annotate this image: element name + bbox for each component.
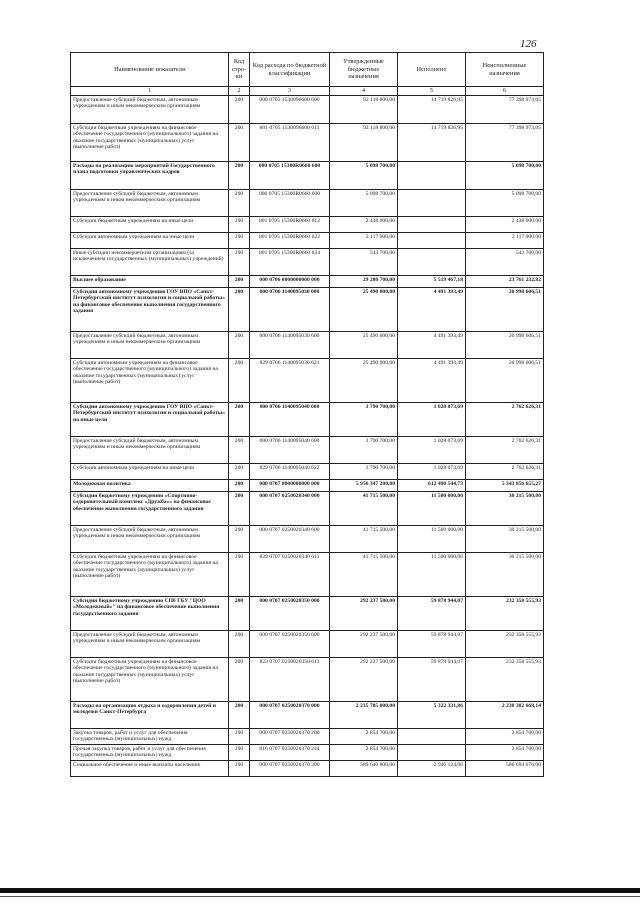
cell-classification-code: 801 0705 15300R0660 612: [250, 217, 330, 233]
cell-classification-code: 000 0707 0250020340 600: [250, 526, 330, 553]
table-header-row: [71, 53, 544, 87]
cell-executed-amount: 1 028 073,69: [398, 437, 466, 464]
cell-approved-amount: 2 438 000,00: [330, 217, 398, 233]
cell-executed-amount: [398, 233, 466, 249]
cell-line-code: 200: [229, 464, 250, 480]
cell-executed-amount: 612 490 544,73: [398, 480, 466, 492]
cell-unexecuted-amount: 586 694 676,00: [466, 761, 544, 777]
table-row: [71, 492, 544, 526]
column-index: 3: [250, 87, 330, 96]
cell-approved-amount: 2 854 700,00: [330, 745, 398, 761]
cell-indicator-name: Субсидии бюджетным учреждениям на финансовое обеспечение государственного (муниципального) задания на оказание государственных (муниципальных) услуг (выполнение работ): [71, 658, 229, 702]
cell-classification-code: 801 0705 1530096600 611: [250, 124, 330, 162]
cell-unexecuted-amount: 5 098 700,00: [466, 162, 544, 190]
cell-approved-amount: 3 790 700,00: [330, 464, 398, 480]
cell-line-code: 200: [229, 249, 250, 276]
cell-line-code: 200: [229, 124, 250, 162]
cell-line-code: 200: [229, 276, 250, 288]
cell-classification-code: 000 0706 0000000000 000: [250, 276, 330, 288]
column-header-class-code: Код расхода по бюджетной классификации: [250, 53, 330, 87]
cell-executed-amount: [398, 249, 466, 276]
cell-unexecuted-amount: 5 098 700,00: [466, 190, 544, 217]
cell-executed-amount: 59 878 944,07: [398, 631, 466, 658]
cell-executed-amount: 4 491 393,49: [398, 288, 466, 332]
column-index: 6: [466, 87, 544, 96]
cell-line-code: 200: [229, 553, 250, 597]
cell-executed-amount: 11 500 000,00: [398, 526, 466, 553]
cell-indicator-name: Субсидии бюджетным учреждениям на иные цели: [71, 217, 229, 233]
cell-unexecuted-amount: 77 398 973,05: [466, 124, 544, 162]
cell-approved-amount: 3 790 700,00: [330, 437, 398, 464]
cell-indicator-name: Субсидии автономному учреждению ГОУ ВПО «Санкт-Петербургский институт психологии и социальной работы» на финансовое обеспечение выполнения государственного задания: [71, 288, 229, 332]
table-row: [71, 631, 544, 658]
cell-classification-code: 823 0707 0250020350 611: [250, 658, 330, 702]
cell-executed-amount: 14 719 826,95: [398, 96, 466, 124]
cell-approved-amount: 41 715 500,00: [330, 526, 398, 553]
table-row: [71, 288, 544, 332]
cell-line-code: 200: [229, 332, 250, 359]
cell-indicator-name: Предоставление субсидий бюджетным, автономным учреждениям и иным некоммерческим организациям: [71, 631, 229, 658]
page-number: 126: [520, 38, 537, 50]
cell-executed-amount: 2 946 124,00: [398, 761, 466, 777]
cell-indicator-name: Высшее образование: [71, 276, 229, 288]
column-index: 1: [71, 87, 229, 96]
cell-indicator-name: Субсидии бюджетным учреждениям на финансовое обеспечение государственного (муниципального) задания на оказание государственных (муниципальных) услуг (выполнение работ): [71, 124, 229, 162]
cell-classification-code: 000 0707 0250020350 000: [250, 597, 330, 631]
cell-classification-code: 000 0705 1530096600 600: [250, 96, 330, 124]
table-row: [71, 761, 544, 777]
cell-indicator-name: Субсидии автономному учреждению ГОУ ВПО «Санкт-Петербургский институт психологии и социальной работы» на иные цели: [71, 403, 229, 437]
column-header-name: Наименование показателя: [71, 53, 229, 87]
cell-executed-amount: 11 500 000,00: [398, 553, 466, 597]
cell-classification-code: 000 0707 0250020370 300: [250, 761, 330, 777]
scan-edge-line: [0, 896, 640, 897]
cell-unexecuted-amount: 77 398 973,05: [466, 96, 544, 124]
cell-executed-amount: 4 491 393,49: [398, 332, 466, 359]
cell-unexecuted-amount: 5 343 856 655,27: [466, 480, 544, 492]
cell-unexecuted-amount: 2 762 626,31: [466, 437, 544, 464]
cell-indicator-name: Закупка товаров, работ и услуг для обеспечения государственных (муниципальных) нужд: [71, 729, 229, 745]
cell-approved-amount: 25 490 000,00: [330, 359, 398, 403]
cell-line-code: 200: [229, 480, 250, 492]
cell-unexecuted-amount: 232 358 555,93: [466, 658, 544, 702]
column-header-code: Код стро-ки: [229, 53, 250, 87]
cell-line-code: 200: [229, 403, 250, 437]
table-row: [71, 162, 544, 190]
budget-execution-table: [70, 52, 544, 777]
cell-approved-amount: 2 117 000,00: [330, 233, 398, 249]
cell-approved-amount: 92 118 800,00: [330, 96, 398, 124]
table-row: [71, 745, 544, 761]
table-row: [71, 276, 544, 288]
cell-approved-amount: 41 715 500,00: [330, 492, 398, 526]
cell-line-code: 200: [229, 217, 250, 233]
cell-executed-amount: 4 491 393,49: [398, 359, 466, 403]
table-row: [71, 437, 544, 464]
table-row: [71, 553, 544, 597]
table-row: [71, 658, 544, 702]
cell-indicator-name: Иные субсидии некоммерческим организациям (за исключением государственных (муниципальных) учреждений): [71, 249, 229, 276]
table-body: [71, 96, 544, 777]
scan-edge-bar: [0, 888, 640, 893]
cell-line-code: 200: [229, 437, 250, 464]
cell-approved-amount: 2 235 705 000,00: [330, 702, 398, 729]
cell-unexecuted-amount: 2 762 626,31: [466, 464, 544, 480]
cell-line-code: 200: [229, 359, 250, 403]
cell-approved-amount: 25 490 000,00: [330, 332, 398, 359]
cell-executed-amount: [398, 162, 466, 190]
cell-indicator-name: Субсидии бюджетным учреждениям на финансовое обеспечение государственного (муниципального) задания на оказание государственных (муниципальных) услуг (выполнение работ): [71, 553, 229, 597]
cell-approved-amount: 92 118 800,00: [330, 124, 398, 162]
cell-indicator-name: Субсидии бюджетному учреждению «Спортивно-оздоровительный комплекс «Дружба»» на финансовое обеспечение выполнения государственного задания: [71, 492, 229, 526]
cell-approved-amount: 543 700,00: [330, 249, 398, 276]
cell-indicator-name: Предоставление субсидий бюджетным, автономным учреждениям и иным некоммерческим организациям: [71, 526, 229, 553]
cell-classification-code: 000 0707 0000000000 000: [250, 480, 330, 492]
cell-unexecuted-amount: 30 215 500,00: [466, 526, 544, 553]
table-row: [71, 526, 544, 553]
column-index: 2: [229, 87, 250, 96]
cell-executed-amount: 5 322 331,86: [398, 702, 466, 729]
cell-unexecuted-amount: 30 215 500,00: [466, 553, 544, 597]
cell-indicator-name: Предоставление субсидий бюджетным, автономным учреждениям и иным некоммерческим организациям: [71, 332, 229, 359]
table-row: [71, 249, 544, 276]
cell-unexecuted-amount: 30 215 500,00: [466, 492, 544, 526]
cell-unexecuted-amount: 2 117 000,00: [466, 233, 544, 249]
table-row: [71, 597, 544, 631]
cell-unexecuted-amount: 2 230 382 668,14: [466, 702, 544, 729]
table-row: [71, 403, 544, 437]
cell-line-code: 200: [229, 702, 250, 729]
cell-line-code: 200: [229, 631, 250, 658]
cell-classification-code: 829 0707 0250020340 611: [250, 553, 330, 597]
cell-line-code: 200: [229, 729, 250, 745]
cell-approved-amount: 29 280 700,00: [330, 276, 398, 288]
cell-line-code: 200: [229, 492, 250, 526]
table-row: [71, 96, 544, 124]
cell-line-code: 200: [229, 288, 250, 332]
cell-executed-amount: 11 500 000,00: [398, 492, 466, 526]
cell-line-code: 200: [229, 761, 250, 777]
cell-approved-amount: 3 790 700,00: [330, 403, 398, 437]
column-index: 5: [398, 87, 466, 96]
cell-executed-amount: 14 719 826,95: [398, 124, 466, 162]
cell-approved-amount: 25 490 000,00: [330, 288, 398, 332]
cell-executed-amount: 1 028 073,69: [398, 403, 466, 437]
cell-unexecuted-amount: 23 761 232,82: [466, 276, 544, 288]
cell-classification-code: 801 0705 15300R0660 634: [250, 249, 330, 276]
cell-unexecuted-amount: 20 998 606,51: [466, 359, 544, 403]
cell-indicator-name: Расходы на реализацию мероприятий Государственного плана подготовки управленческих кадров: [71, 162, 229, 190]
cell-classification-code: 829 0706 1140095030 621: [250, 359, 330, 403]
cell-unexecuted-amount: 232 358 555,93: [466, 631, 544, 658]
column-index-row: [71, 87, 544, 96]
cell-classification-code: 816 0707 0250020370 244: [250, 745, 330, 761]
table-row: [71, 217, 544, 233]
cell-classification-code: 000 0707 0250020370 000: [250, 702, 330, 729]
cell-executed-amount: 5 519 467,18: [398, 276, 466, 288]
cell-indicator-name: Субсидии бюджетному учреждению СПб ГБУ "ЦОО «Молодежный»" на финансовое обеспечение выполнения государственного задания: [71, 597, 229, 631]
cell-unexecuted-amount: 2 438 000,00: [466, 217, 544, 233]
cell-indicator-name: Предоставление субсидий бюджетным, автономным учреждениям и иным некоммерческим организациям: [71, 190, 229, 217]
table-row: [71, 480, 544, 492]
cell-approved-amount: 41 715 500,00: [330, 553, 398, 597]
table-row: [71, 702, 544, 729]
column-header-approved: Утвержденные бюджетные назначения: [330, 53, 398, 87]
cell-approved-amount: 589 640 800,00: [330, 761, 398, 777]
cell-indicator-name: Субсидии автономным учреждениям на иные цели: [71, 233, 229, 249]
cell-indicator-name: Предоставление субсидий бюджетным, автономным учреждениям и иным некоммерческим организациям: [71, 96, 229, 124]
cell-unexecuted-amount: 2 854 700,00: [466, 729, 544, 745]
cell-classification-code: 829 0706 1140095040 622: [250, 464, 330, 480]
cell-classification-code: 000 0707 0250020350 600: [250, 631, 330, 658]
cell-executed-amount: [398, 217, 466, 233]
table-row: [71, 359, 544, 403]
cell-indicator-name: Молодежная политика: [71, 480, 229, 492]
cell-approved-amount: 5 098 700,00: [330, 162, 398, 190]
cell-indicator-name: Социальное обеспечение и иные выплаты населению: [71, 761, 229, 777]
cell-indicator-name: Субсидии автономным учреждениям на финансовое обеспечение государственного (муниципального) задания на оказание государственных (муниципальных) услуг (выполнение работ): [71, 359, 229, 403]
cell-executed-amount: 59 878 944,07: [398, 658, 466, 702]
cell-indicator-name: Прочая закупка товаров, работ и услуг для обеспечения государственных (муниципальных) нужд: [71, 745, 229, 761]
column-header-unexecuted: Неисполненные назначения: [466, 53, 544, 87]
cell-unexecuted-amount: 20 998 606,51: [466, 288, 544, 332]
cell-unexecuted-amount: 2 854 700,00: [466, 745, 544, 761]
cell-approved-amount: 292 237 500,00: [330, 658, 398, 702]
cell-line-code: 200: [229, 190, 250, 217]
cell-line-code: 200: [229, 745, 250, 761]
table-row: [71, 729, 544, 745]
cell-executed-amount: [398, 745, 466, 761]
cell-classification-code: 801 0705 15300R0660 622: [250, 233, 330, 249]
cell-line-code: 200: [229, 658, 250, 702]
cell-classification-code: 000 0706 1140095040 000: [250, 403, 330, 437]
cell-executed-amount: [398, 190, 466, 217]
cell-line-code: 200: [229, 162, 250, 190]
cell-approved-amount: 5 098 700,00: [330, 190, 398, 217]
cell-executed-amount: 1 028 073,69: [398, 464, 466, 480]
cell-classification-code: 000 0706 1140095030 600: [250, 332, 330, 359]
cell-indicator-name: Расходы на организацию отдыха и оздоровления детей и молодежи Санкт-Петербурга: [71, 702, 229, 729]
cell-line-code: 200: [229, 233, 250, 249]
cell-unexecuted-amount: 232 358 555,93: [466, 597, 544, 631]
cell-approved-amount: 2 854 700,00: [330, 729, 398, 745]
cell-indicator-name: Предоставление субсидий бюджетным, автономным учреждениям и иным некоммерческим организациям: [71, 437, 229, 464]
column-index: 4: [330, 87, 398, 96]
cell-unexecuted-amount: 2 762 626,31: [466, 403, 544, 437]
cell-approved-amount: 292 237 500,00: [330, 631, 398, 658]
cell-unexecuted-amount: 20 998 606,51: [466, 332, 544, 359]
cell-approved-amount: 292 237 500,00: [330, 597, 398, 631]
table-row: [71, 332, 544, 359]
cell-classification-code: 000 0705 15300R0660 600: [250, 190, 330, 217]
cell-classification-code: 000 0706 1140095030 000: [250, 288, 330, 332]
column-header-executed: Исполнено: [398, 53, 466, 87]
cell-classification-code: 000 0707 0250020370 200: [250, 729, 330, 745]
cell-unexecuted-amount: 543 700,00: [466, 249, 544, 276]
cell-classification-code: 000 0706 1140095040 600: [250, 437, 330, 464]
cell-executed-amount: 59 878 944,07: [398, 597, 466, 631]
cell-indicator-name: Субсидии автономным учреждениям на иные цели: [71, 464, 229, 480]
table-row: [71, 190, 544, 217]
cell-classification-code: 000 0707 0250020340 000: [250, 492, 330, 526]
cell-line-code: 200: [229, 96, 250, 124]
table-row: [71, 233, 544, 249]
cell-line-code: 200: [229, 526, 250, 553]
table-row: [71, 124, 544, 162]
cell-approved-amount: 5 956 347 200,00: [330, 480, 398, 492]
cell-line-code: 200: [229, 597, 250, 631]
cell-executed-amount: [398, 729, 466, 745]
table-row: [71, 464, 544, 480]
cell-classification-code: 000 0705 15300R0660 600: [250, 162, 330, 190]
